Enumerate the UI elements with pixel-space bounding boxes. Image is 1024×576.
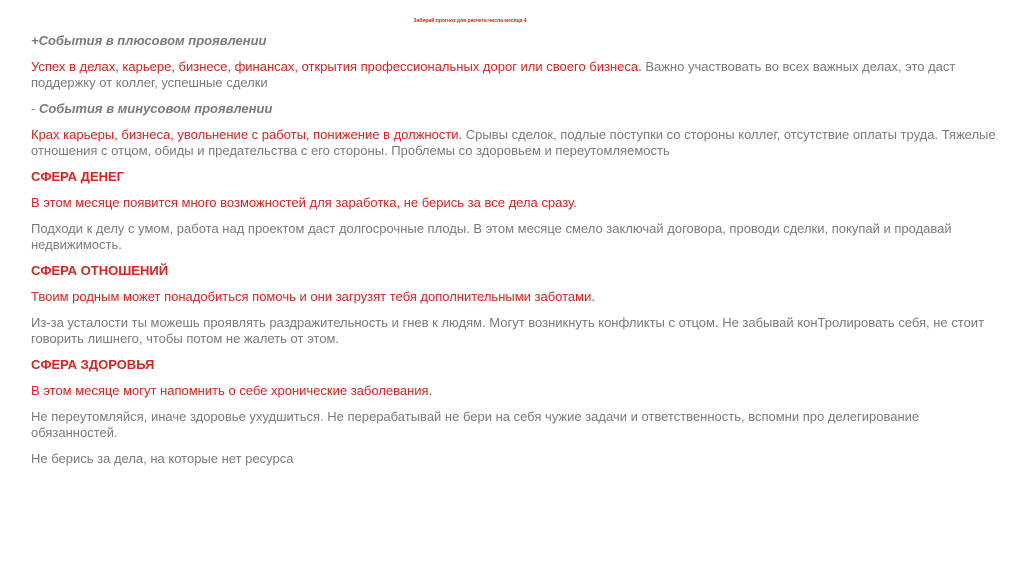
money-grey-text: Подходи к делу с умом, работа над проектом даст долгосрочные плоды. В этом месяце смело заключай договора, проводи сделки, покупай и продавай недвижимость. <box>31 221 952 252</box>
minus-heading-line <box>31 101 1001 117</box>
relations-grey-text: Из-за усталости ты можешь проявлять раздражительность и гнев к людям. Могут возникнуть конфликты с отцом. Не забывай конТролировать себя, не стоит говорить лишнего, чтобы потом не жалеть от этом. <box>31 315 985 346</box>
relations-heading: СФЕРА ОТНОШЕНИЙ <box>31 263 169 278</box>
relations-red-text: Твоим родным может понадобиться помочь и они загрузят тебя дополнительными заботами. <box>31 289 595 304</box>
minus-red-text: Крах карьеры, бизнеса, увольнение с работы, понижение в должности. <box>31 127 463 142</box>
plus-red-text: Успех в делах, карьере, бизнесе, финансах, открытия профессиональных дорог или своего бизнеса. <box>31 59 642 74</box>
minus-prefix: - <box>31 101 39 116</box>
health-heading: СФЕРА ЗДОРОВЬЯ <box>31 357 155 372</box>
minus-heading: События в минусовом проявлении <box>38 101 273 116</box>
minus-grey-text: Срывы сделок, подлые поступки со стороны коллег, отсутствие оплаты труда. Тяжелые отношения с отцом, обиды и предательства с его стороны. Проблемы со здоровьем и переутомляемость <box>31 127 996 158</box>
plus-heading: +События в плюсовом проявлении <box>31 33 267 48</box>
plus-grey-text: Важно участвовать во всех важных делах, это даст поддержку от коллег, успешные сделки <box>31 59 956 90</box>
health-grey-text: Не переутомляйся, иначе здоровье ухудшиться. Не перерабатывай не бери на себя чужие задачи и ответственность, вспомни про делегирование обязанностей. <box>31 409 920 440</box>
health-red-text: В этом месяце могут напомнить о себе хронические заболевания. <box>31 383 433 398</box>
money-heading: СФЕРА ДЕНЕГ <box>31 169 125 184</box>
slide-content <box>31 33 1001 477</box>
health-grey-text-2: Не берись за дела, на которые нет ресурса <box>31 451 294 466</box>
money-red-text: В этом месяце появится много возможностей для заработка, не берись за все дела сразу. <box>31 195 577 210</box>
plus-paragraph <box>31 59 1001 91</box>
minus-paragraph <box>31 127 1001 159</box>
slide-title: Забирай прогноз для расчета числа месяца 4 <box>413 18 527 24</box>
